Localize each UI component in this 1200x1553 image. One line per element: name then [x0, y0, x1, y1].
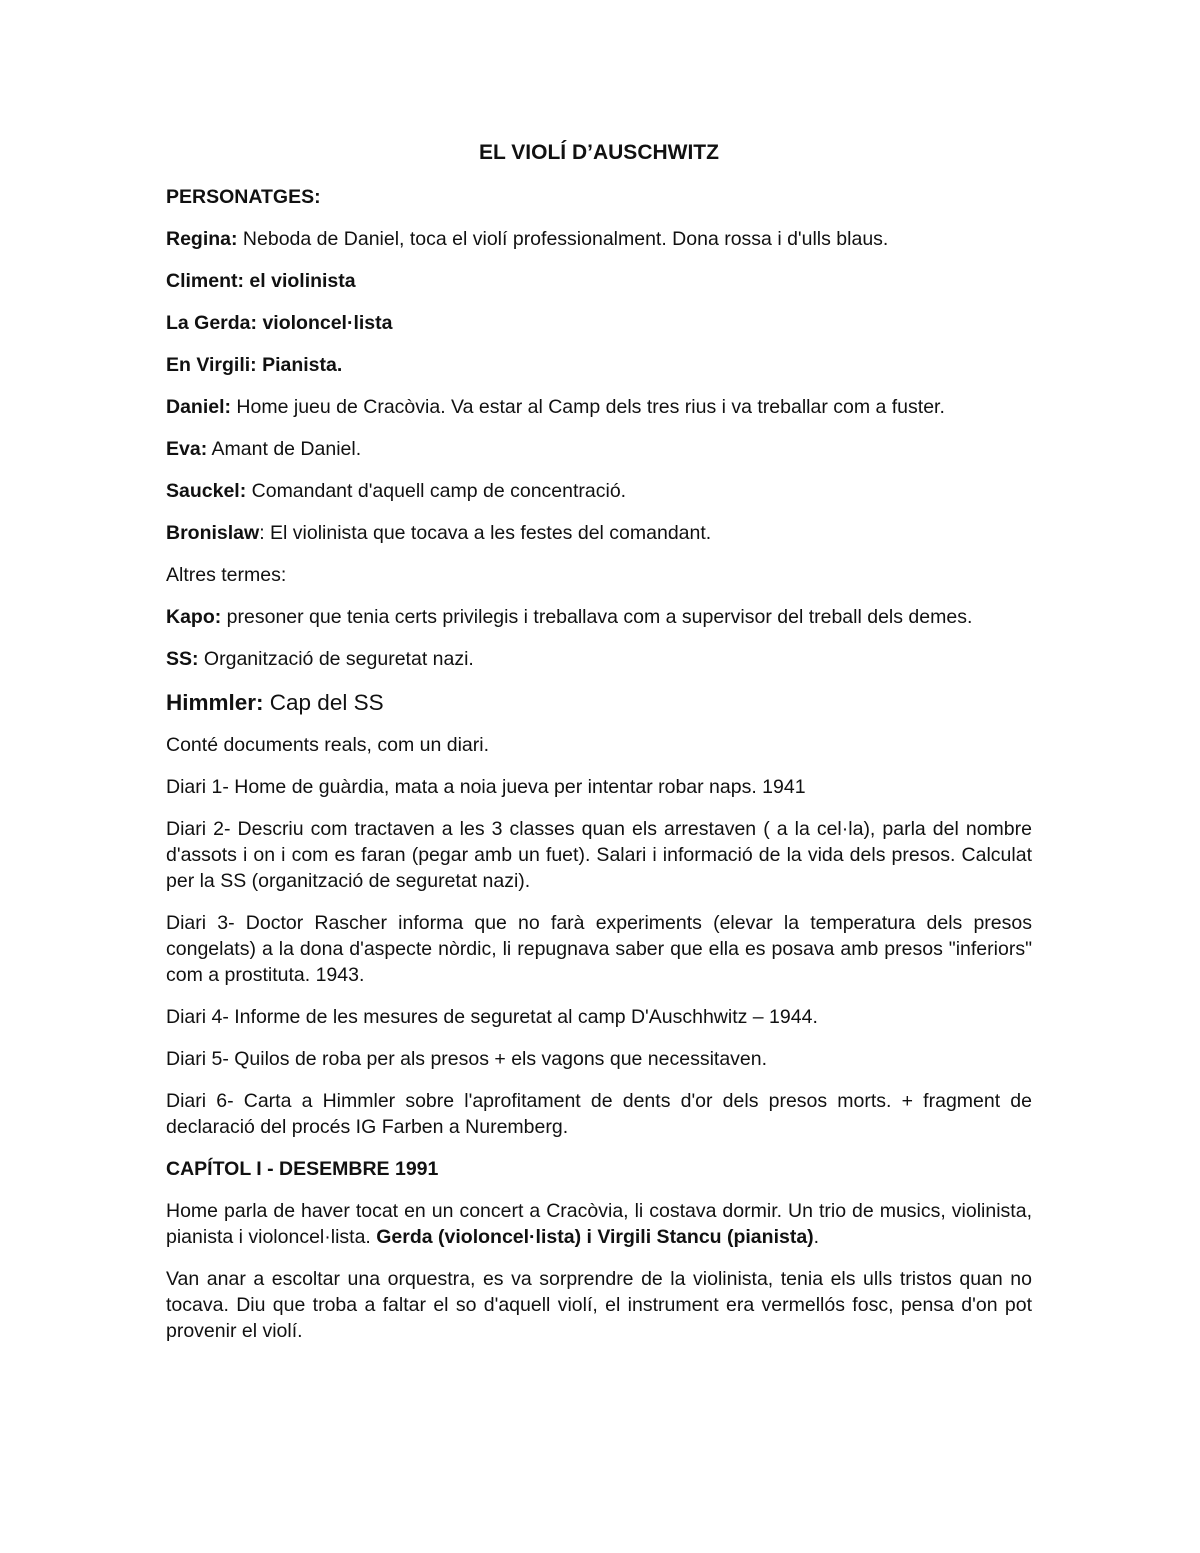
character-name: Daniel:	[166, 396, 232, 418]
character-entry	[166, 436, 1032, 462]
character-name: En Virgili: Pianista.	[166, 354, 343, 376]
character-description: Home jueu de Cracòvia. Va estar al Camp dels tres rius i va treballar com a fuster.	[231, 396, 945, 418]
diary-entry: Diari 5- Quilos de roba per als presos + els vagons que necessitaven.	[166, 1048, 768, 1070]
term-name: Himmler:	[166, 690, 264, 715]
term-description: presoner que tenia certs privilegis i treballava com a supervisor del treball dels demes.	[221, 606, 973, 628]
character-name: Eva:	[166, 438, 208, 460]
term-name: SS:	[166, 648, 199, 670]
character-entry	[166, 520, 1032, 546]
diary-entry: Diari 4- Informe de les mesures de seguretat al camp D'Auschhwitz – 1944.	[166, 1006, 818, 1028]
chapter-paragraph-bold: Gerda (violoncel·lista) i Virgili Stancu (pianista)	[376, 1226, 814, 1248]
character-entry	[166, 394, 1032, 420]
documents-intro: Conté documents reals, com un diari.	[166, 734, 489, 756]
term-entry	[166, 604, 1032, 630]
other-terms-label: Altres termes:	[166, 564, 287, 586]
term-description: Organització de seguretat nazi.	[198, 648, 474, 670]
character-description: Comandant d'aquell camp de concentració.	[246, 480, 627, 502]
character-name: La Gerda: violoncel·lista	[166, 312, 393, 334]
character-name: Bronislaw	[166, 522, 260, 544]
term-entry	[166, 646, 1032, 672]
character-name: Climent: el violinista	[166, 270, 356, 292]
term-description: Cap del SS	[263, 690, 384, 715]
character-description: Neboda de Daniel, toca el violí professionalment. Dona rossa i d'ulls blaus.	[237, 228, 889, 250]
character-entry	[166, 352, 1032, 378]
himmler-entry	[166, 688, 1032, 718]
character-name: Sauckel:	[166, 480, 247, 502]
chapter-heading: CAPÍTOL I - DESEMBRE 1991	[166, 1158, 439, 1180]
character-description: Amant de Daniel.	[207, 438, 362, 460]
characters-heading: PERSONATGES:	[166, 186, 321, 208]
character-entry	[166, 478, 1032, 504]
diary-entry: Diari 1- Home de guàrdia, mata a noia jueva per intentar robar naps. 1941	[166, 776, 806, 798]
document-body	[166, 140, 1032, 1360]
chapter-paragraph-end: .	[813, 1226, 820, 1248]
diary-entry: Diari 3- Doctor Rascher informa que no farà experiments (elevar la temperatura dels presos congelats) a la dona d'aspecte nòrdic, li repugnava saber que ella es posava amb presos "inferiors" com a prostituta. 1943.	[166, 912, 1032, 986]
character-entry	[166, 268, 1032, 294]
diary-entry: Diari 6- Carta a Himmler sobre l'aprofitament de dents d'or dels presos morts. + fragment de declaració del procés IG Farben a Nuremberg.	[166, 1090, 1032, 1138]
document-title: EL VIOLÍ D’AUSCHWITZ	[479, 141, 719, 164]
character-description: : El violinista que tocava a les festes del comandant.	[259, 522, 712, 544]
character-entry	[166, 310, 1032, 336]
character-name: Regina:	[166, 228, 238, 250]
term-name: Kapo:	[166, 606, 222, 628]
chapter-paragraph-text: Home parla de haver tocat en un concert a Cracòvia, li costava dormir. Un trio de musics, violinista, pianista i violoncel·lista.	[166, 1200, 1032, 1248]
chapter-paragraph	[166, 1198, 1032, 1250]
diary-entry: Diari 2- Descriu com tractaven a les 3 classes quan els arrestaven ( a la cel·la), parla del nombre d'assots i on i com es faran (pegar amb un fuet). Salari i informació de la vida dels presos. Calculat per la SS (organització de seguretat nazi).	[166, 818, 1032, 892]
chapter-paragraph: Van anar a escoltar una orquestra, es va sorprendre de la violinista, tenia els ulls tristos quan no tocava. Diu que troba a faltar el so d'aquell violí, el instrument era vermellós fosc, pensa d'on pot provenir el violí.	[166, 1268, 1032, 1342]
character-entry	[166, 226, 1032, 252]
